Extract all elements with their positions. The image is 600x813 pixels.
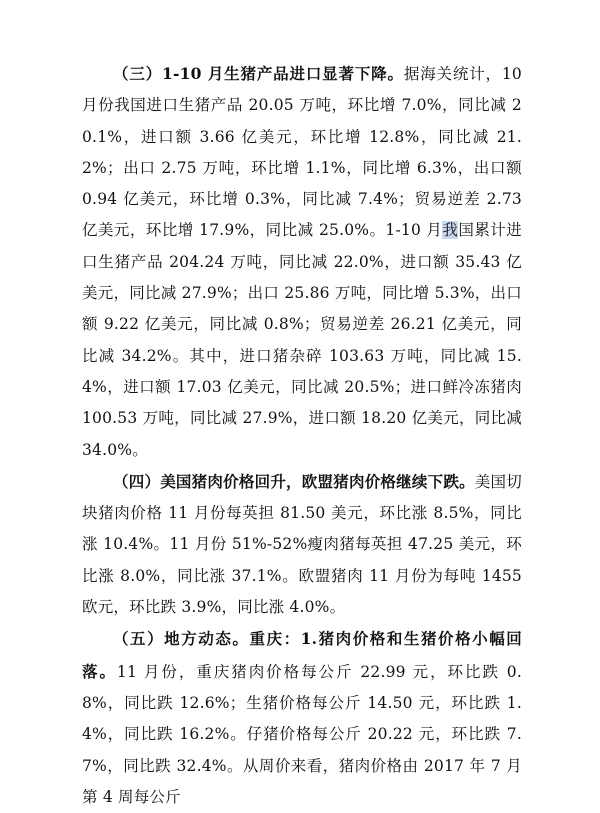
paragraph-text: 据海关统计，10 月份我国进口生猪产品 20.05 万吨，环比增 7.0%，同比减 20.1%，进口额 3.66 亿美元，环比增 12.8%，同比减 21.2%；出口 2.75 万吨，环比增 1.1%，同比增 6.3%，出口额 0.94 亿美元，环比增 0.3%，同比减 7.4%；贸易逆差 2.73 亿美元，环比增 17.9%，同比减 25.0%。1-10 月 <box>82 65 522 240</box>
paragraph-us-eu-prices <box>82 466 522 623</box>
text-selection-highlight[interactable]: 我 <box>442 221 459 240</box>
paragraph-local-news <box>82 623 522 813</box>
paragraph-text: 美国切块猪肉价格 11 月份每英担 81.50 美元，环比涨 8.5%，同比涨 10.4%。11 月份 51%-52%瘦肉猪每英担 47.25 美元，环比涨 8.0%，同比涨 37.1%。欧盟猪肉 11 月份为每吨 1455 欧元，环比跌 3.9%，同比涨 4.0%。 <box>82 472 522 617</box>
section-heading-prices: （四）美国猪肉价格回升，欧盟猪肉价格继续下跌。 <box>113 471 475 491</box>
paragraph-text: 11 月份，重庆猪肉价格每公斤 22.99 元，环比跌 0.8%，同比跌 12.6%；生猪价格每公斤 14.50 元，环比跌 1.4%，同比跌 16.2%。仔猪价格每公斤 20.22 元，环比跌 7.7%，同比跌 32.4%。从周价来看，猪肉价格由 2017 年 7 月第 4 周每公斤 <box>82 662 522 806</box>
section-heading-local: （五）地方动态。重庆：1.猪肉价格和生猪价格小幅回落。 <box>82 629 522 681</box>
paragraph-text: 国累计进口生猪产品 204.24 万吨，同比减 22.0%，进口额 35.43 亿美元，同比减 27.9%；出口 25.86 万吨，同比增 5.3%，出口额 9.22 亿美元，同比减 0.8%；贸易逆差 26.21 亿美元，同比减 34.2%。其中，进口猪杂碎 103.63 万吨，同比减 15.4%，进口额 17.03 亿美元，同比减 20.5%；进口鲜冷冻猪肉 100.53 万吨，同比减 27.9%，进口额 18.20 亿美元，同比减 34.0%。 <box>82 221 522 459</box>
document-body <box>82 58 522 813</box>
section-heading-imports: （三）1-10 月生猪产品进口显著下降。 <box>113 64 404 83</box>
paragraph-pork-imports <box>82 58 522 466</box>
